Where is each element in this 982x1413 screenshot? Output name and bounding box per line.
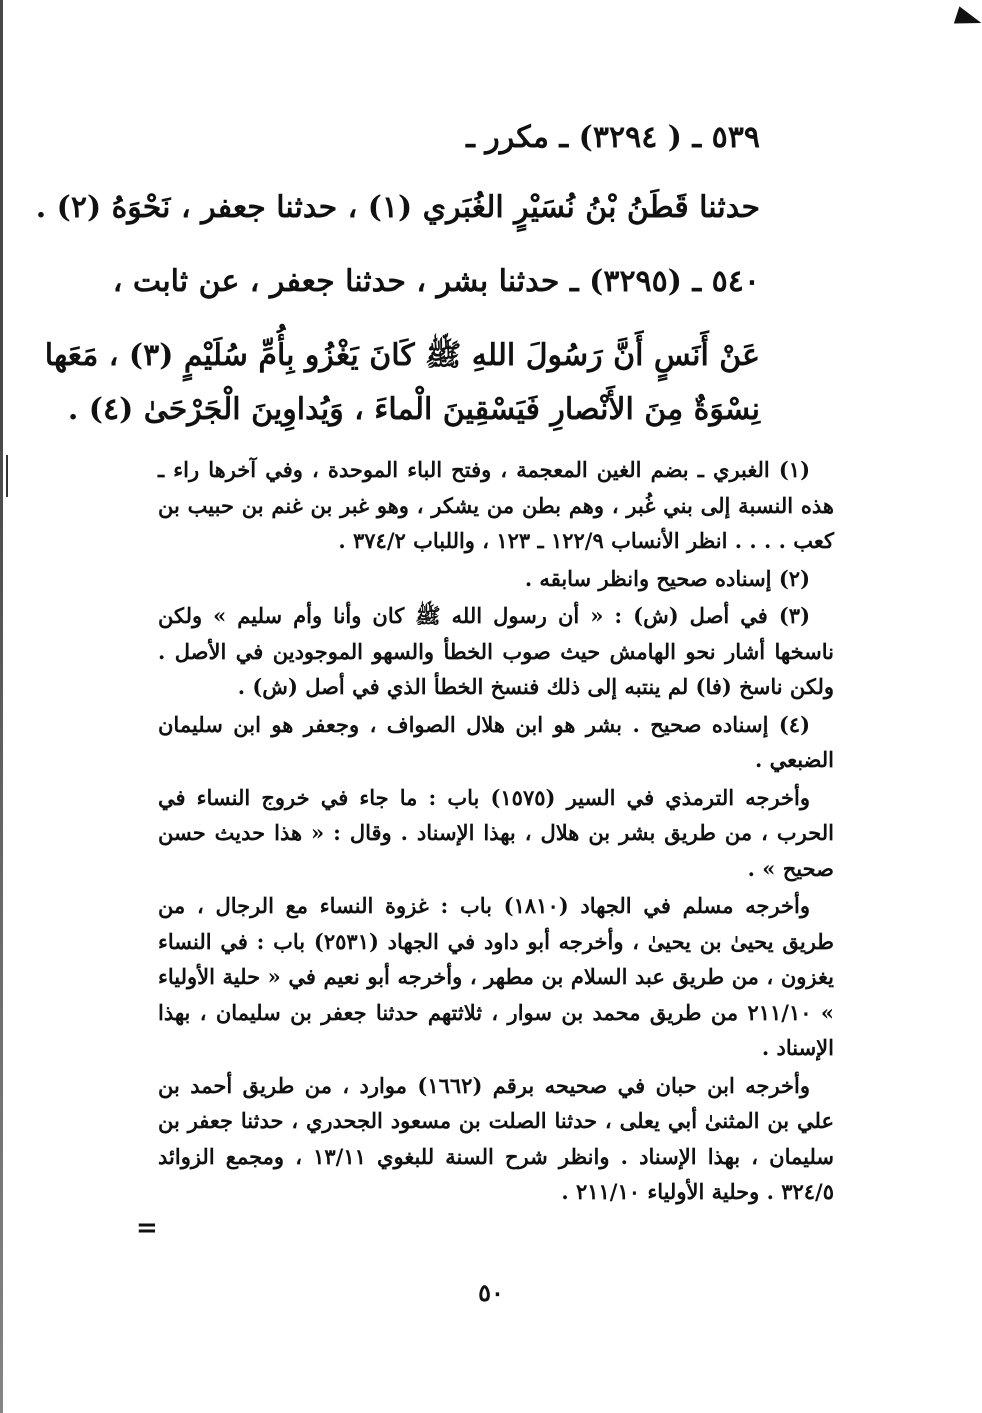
hadith-540-heading: ٥٤٠ ـ (٣٢٩٥) ـ حدثنا بشر ، حدثنا جعفر ، عن ثابت ، bbox=[112, 264, 760, 299]
corner-arrow-icon bbox=[954, 6, 982, 31]
page-number: ٥٠ bbox=[478, 1278, 504, 1307]
page-left-edge-shadow bbox=[0, 0, 3, 1413]
left-margin-tick bbox=[6, 455, 8, 497]
hadith-540-text-line-1: عَنْ أَنَسٍ أَنَّ رَسُولَ اللهِ ﷺ كَانَ يَغْزُو بِأُمِّ سُلَيْمٍ (٣) ، مَعَها bbox=[44, 338, 760, 373]
footnote-2: (٢) إسناده صحيح وانظر سابقه . bbox=[524, 565, 810, 591]
footnote-4-ibn-hibban: وأخرجه ابن حبان في صحيحه برقم (١٦٦٢) موارد ، من طريق أحمد بن علي بن المثنىٰ أبي يعلى ، حدثنا الصلت بن مسعود الجحدري ، حدثنا جعفر بن سليمان ، بهذا الإسناد . وانظر شرح السنة للبغوي ١٣/١١ ، ومجمع الزوائد ٣٢٤/٥ . وحلية الأولياء ٢١١/١٠ . bbox=[158, 1072, 834, 1204]
continuation-mark: = bbox=[136, 1213, 158, 1243]
footnote-4-tirmidhi: وأخرجه الترمذي في السير (١٥٧٥) باب : ما جاء في خروج النساء في الحرب ، من طريق بشر بن هلال ، بهذا الإسناد . وقال : « هذا حديث حسن صحيح » . bbox=[158, 784, 834, 881]
hadith-539-heading: ٥٣٩ ـ ( ٣٢٩٤) ـ مكرر ـ bbox=[466, 120, 760, 155]
hadith-539-text: حدثنا قَطَنُ بْنُ نُسَيْرٍ الغُبَري (١) ، حدثنا جعفر ، نَحْوَهُ (٢) . bbox=[35, 190, 760, 225]
footnotes-section bbox=[158, 452, 834, 1210]
footnote-3: (٣) في أصل (ش) : « أن رسول الله ﷺ كان وأنا وأم سليم » ولكن ناسخها أشار نحو الهامش حيث صوب الخطأ والسهو الموجودين في الأصل . ولكن ناسخ (فا) لم ينتبه إلى ذلك فنسخ الخطأ الذي في أصل (ش) . bbox=[158, 603, 834, 699]
hadith-540-text-line-2: نِسْوَةٌ مِنَ الأَنْصارِ فَيَسْقِينَ الْماءَ ، وَيُداوِينَ الْجَرْحَىٰ (٤) . bbox=[67, 392, 760, 427]
footnote-4-muslim: وأخرجه مسلم في الجهاد (١٨١٠) باب : غزوة النساء مع الرجال ، من طريق يحيىٰ بن يحيىٰ ، وأخرجه أبو داود في الجهاد (٢٥٣١) باب : في النساء يغزون ، من طريق عبد السلام بن مطهر ، وأخرجه أبو نعيم في « حلية الأولياء » ٢١١/١٠ من طريق محمد بن سوار ، ثلاثتهم حدثنا جعفر بن سليمان ، بهذا الإسناد . bbox=[158, 893, 835, 1060]
footnote-4: (٤) إسناده صحيح . بشر هو ابن هلال الصواف ، وجعفر هو ابن سليمان الضبعي . bbox=[158, 711, 834, 772]
footnote-1: (١) الغبري ـ بضم الغين المعجمة ، وفتح الباء الموحدة ، وفي آخرها راء ـ هذه النسبة إلى بني غُبر ، وهم بطن من يشكر ، وهو غبر بن غنم بن حبيب بن كعب . . . . انظر الأنساب ١٢٢/٩ ـ ١٢٣ ، واللباب ٣٧٤/٢ . bbox=[158, 457, 834, 553]
